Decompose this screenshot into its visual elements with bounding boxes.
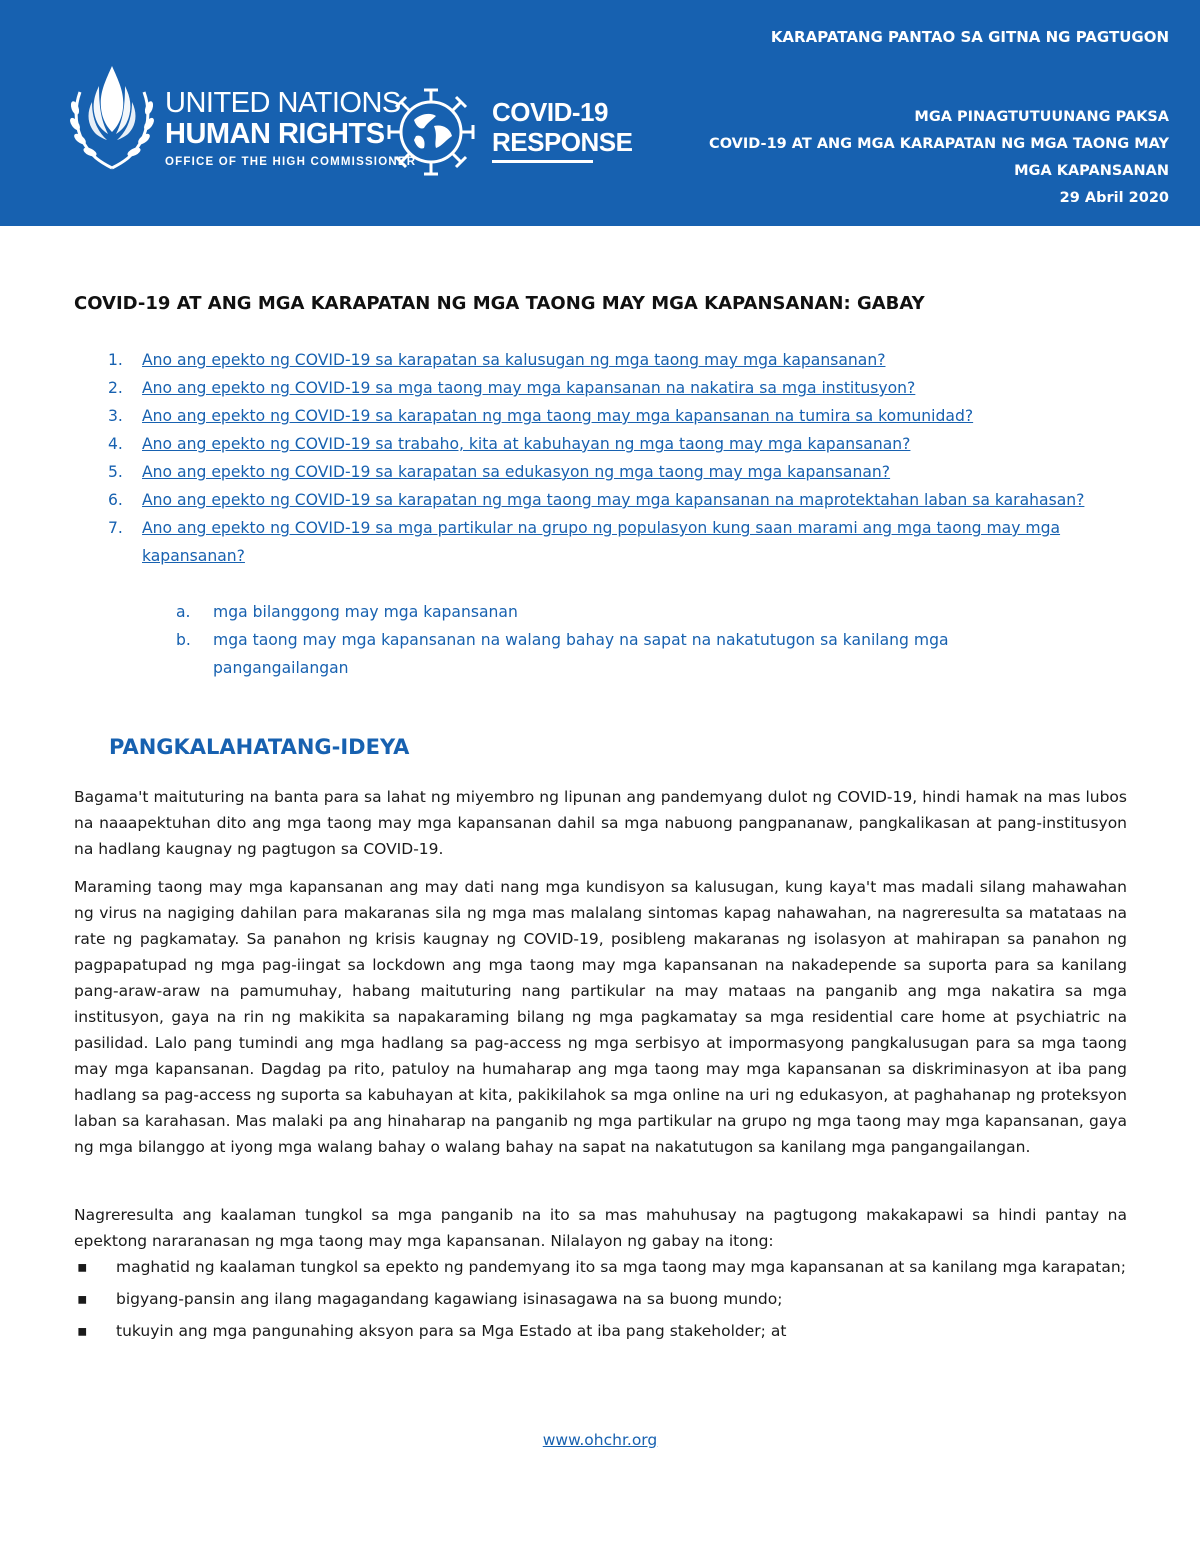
toc-number: 1. [108, 351, 123, 369]
focus-label: MGA PINAGTUTUUNANG PAKSA [914, 109, 1169, 125]
toc-number: 6. [108, 491, 123, 509]
toc-sub-text: mga bilanggong may mga kapansanan [213, 603, 518, 621]
covid-line-2: RESPONSE [492, 127, 633, 157]
toc-subitem-b [176, 626, 1046, 682]
toc-sub-letter: b. [176, 631, 191, 649]
paragraph-2: Maraming taong may mga kapansanan ang may dati nang mga kundisyon sa kalusugan, kung kaya't mas madali silang mahawahan ng virus na nagiging dahilan para makaranas sila ng mga mas malalang sintomas kapag nahawahan, na nagreresulta sa matataas na rate ng pagkamatay. Sa panahon ng krisis kaugnay ng COVID-19, posibleng makaranas ng isolasyon at mahirapan sa panahon ng pagpapatupad ng mga pag-iingat sa lockdown ang mga taong may mga kapansanan na nakadepende sa suporta para sa kanilang pang-araw-araw na pamumuhay, habang maituturing nang partikular na may mataas na panganib ang mga nakatira sa mga institusyon, gaya na rin ng makikita sa napakaraming bilang ng mga pagkamatay sa mga residential care home at psychiatric na pasilidad. Lalo pang tumindi ang mga hadlang sa pag-access ng mga serbisyo at impormasyong pangkalusugan para sa mga taong may mga kapansanan. Dagdag pa rito, patuloy na humaharap ang mga taong may mga kapansanan sa diskriminasyon at iba pang hadlang sa pag-access ng suporta sa kabuhayan at kita, pakikilahok sa mga online na uri ng edukasyon, at paghahanap ng proteksyon laban sa karahasan. Mas malaki pa ang hinaharap na panganib ng mga partikular na grupo ng mga taong may mga kapansanan, gaya ng mga bilanggo at iyong mga walang bahay o walang bahay na sapat na nakatutugon sa kanilang mga pangangailangan. [74, 878, 1127, 1156]
toc-link-2[interactable]: Ano ang epekto ng COVID-19 sa mga taong may mga kapansanan na nakatira sa mga institusyon? [142, 379, 916, 397]
focus-title-line-1: COVID-19 AT ANG MGA KARAPATAN NG MGA TAONG MAY [709, 136, 1169, 152]
toc-sub-letter: a. [176, 603, 191, 621]
toc-number: 2. [108, 379, 123, 397]
section-title-overview: PANGKALAHATANG-IDEYA [109, 735, 410, 759]
bullet-square-icon: ▪ [77, 1290, 88, 1308]
header-banner [0, 0, 1200, 226]
toc-item [74, 430, 1124, 458]
bullet-square-icon: ▪ [77, 1258, 88, 1276]
header-focus-block [609, 104, 1169, 212]
toc-link-7[interactable]: Ano ang epekto ng COVID-19 sa mga partikular na grupo ng populasyon kung saan marami ang mga taong may mga kapansanan? [142, 519, 1061, 565]
bullet-text: bigyang-pansin ang ilang magagandang kagawiang isinasagawa na sa buong mundo; [116, 1290, 783, 1308]
toc-link-6[interactable]: Ano ang epekto ng COVID-19 sa karapatan ng mga taong may mga kapansanan na maprotektahan laban sa karahasan? [142, 491, 1085, 509]
un-line-1: UNITED NATIONS [165, 87, 401, 119]
un-human-rights-emblem-icon [66, 62, 158, 172]
covid-underline [492, 160, 593, 163]
toc-item [74, 346, 1124, 374]
objectives-list [74, 1254, 1127, 1344]
bullet-text: maghatid ng kaalaman tungkol sa epekto ng pandemyang ito sa mga taong may mga kapansanan at sa kanilang mga karapatan; [116, 1258, 1126, 1276]
table-of-contents [74, 346, 1124, 570]
un-line-3: OFFICE OF THE HIGH COMMISSIONER [165, 156, 417, 168]
document-title: COVID-19 AT ANG MGA KARAPATAN NG MGA TAONG MAY MGA KAPANSANAN: GABAY [74, 293, 925, 314]
toc-subitem-a [176, 598, 1076, 626]
focus-title-line-2: MGA KAPANSANAN [1014, 163, 1169, 179]
footer-website-link[interactable]: www.ohchr.org [542, 1431, 658, 1449]
footer [0, 1431, 1200, 1449]
header-tagline: KARAPATANG PANTAO SA GITNA NG PAGTUGON [770, 28, 1169, 46]
bullet-square-icon: ▪ [77, 1322, 88, 1340]
toc-number: 5. [108, 463, 123, 481]
toc-link-4[interactable]: Ano ang epekto ng COVID-19 sa trabaho, kita at kabuhayan ng mga taong may mga kapansanan? [142, 435, 911, 453]
covid-line-1: COVID-19 [492, 97, 608, 127]
toc-number: 7. [108, 519, 123, 537]
toc-number: 4. [108, 435, 123, 453]
toc-link-1[interactable]: Ano ang epekto ng COVID-19 sa karapatan sa kalusugan ng mga taong may mga kapansanan? [142, 351, 886, 369]
paragraph-3: Nagreresulta ang kaalaman tungkol sa mga panganib na ito sa mas mahuhusay na pagtugong makakapawi sa hindi pantay na epektong nararanasan ng mga taong may mga kapansanan. Nilalayon ng gabay na itong: [74, 1206, 1127, 1250]
covid-response-globe-icon [384, 82, 478, 182]
bullet-text: tukuyin ang mga pangunahing aksyon para sa Mga Estado at iba pang stakeholder; at [116, 1322, 787, 1340]
toc-item [74, 402, 1124, 430]
toc-sub-text: mga taong may mga kapansanan na walang bahay na sapat na nakatutugon sa kanilang mga pangangailangan [213, 631, 949, 677]
toc-item [74, 374, 1124, 402]
paragraph-1: Bagama't maituturing na banta para sa lahat ng miyembro ng lipunan ang pandemyang dulot ng COVID-19, hindi hamak na mas lubos na naaapektuhan dito ang mga taong may mga kapansanan dahil sa mga nabuong pangpananaw, pangkalikasan at pang-institusyon na hadlang kaugnay ng pagtugon sa COVID-19. [74, 788, 1127, 858]
document-date: 29 Abril 2020 [1059, 190, 1169, 206]
toc-item [74, 486, 1124, 514]
list-item [74, 1318, 1127, 1344]
un-line-2: HUMAN RIGHTS [165, 118, 385, 150]
toc-link-3[interactable]: Ano ang epekto ng COVID-19 sa karapatan ng mga taong may mga kapansanan na tumira sa komunidad? [142, 407, 974, 425]
toc-link-5[interactable]: Ano ang epekto ng COVID-19 sa karapatan sa edukasyon ng mga taong may mga kapansanan? [142, 463, 891, 481]
list-item [74, 1286, 1127, 1312]
toc-item [74, 514, 1124, 570]
toc-item [74, 458, 1124, 486]
un-wordmark [165, 88, 416, 168]
toc-number: 3. [108, 407, 123, 425]
list-item [74, 1254, 1127, 1280]
